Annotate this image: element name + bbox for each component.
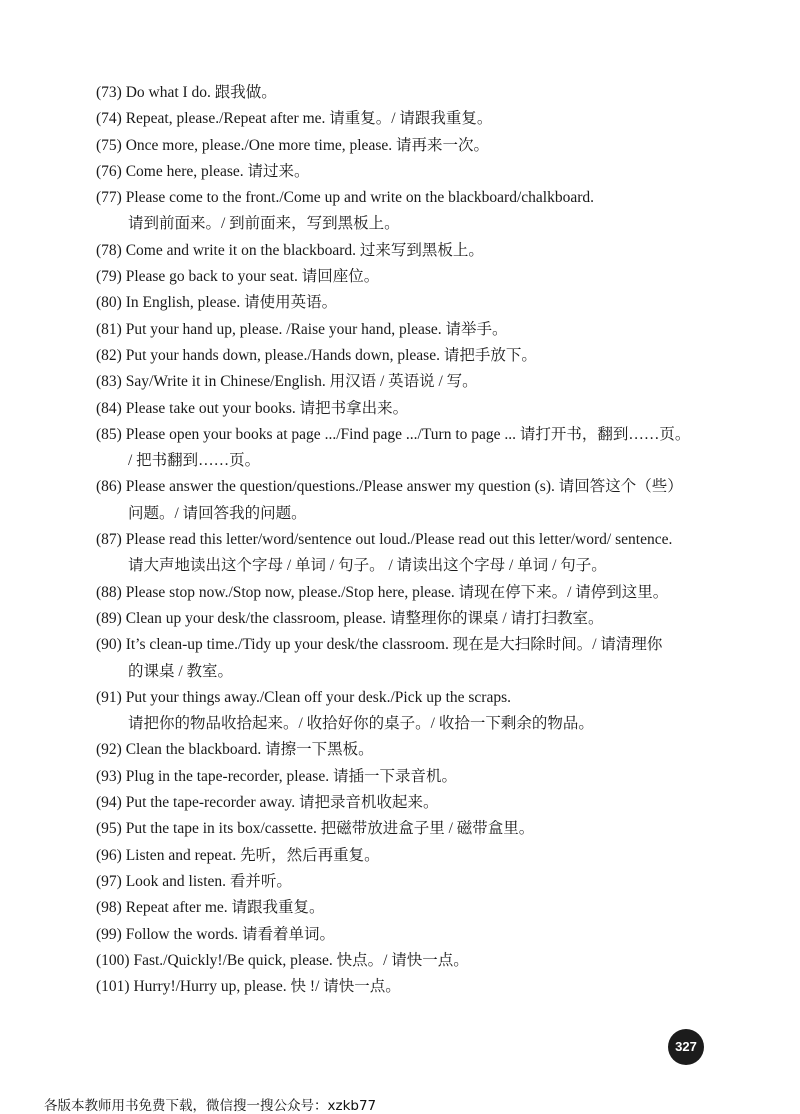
phrase-line: (78) Come and write it on the blackboard. 过来写到黑板上。 <box>96 241 484 259</box>
phrase-entry <box>96 106 756 132</box>
phrase-entry <box>96 974 756 1000</box>
phrase-entry <box>96 816 756 842</box>
phrase-entry <box>96 185 756 238</box>
phrase-entry <box>96 369 756 395</box>
phrase-line: (98) Repeat after me. 请跟我重复。 <box>96 899 325 917</box>
phrase-entry <box>96 264 756 290</box>
phrase-entry <box>96 133 756 159</box>
phrase-entry <box>96 764 756 790</box>
phrase-line: (100) Fast./Quickly!/Be quick, please. 快点。/ 请快一点。 <box>96 951 469 969</box>
phrase-entry <box>96 238 756 264</box>
phrase-entry <box>96 790 756 816</box>
phrase-line: (77) Please come to the front./Come up and write on the blackboard/chalkboard. <box>96 189 594 207</box>
phrase-continuation-line: 请到前面来。/ 到前面来，写到黑板上。 <box>128 215 400 233</box>
phrase-entry <box>96 159 756 185</box>
phrase-entry <box>96 685 756 738</box>
phrase-entry <box>96 317 756 343</box>
phrase-line: (86) Please answer the question/questions./Please answer my question (s). 请回答这个（些） <box>96 478 683 496</box>
phrase-continuation-line: 请把你的物品收拾起来。/ 收拾好你的桌子。/ 收拾一下剩余的物品。 <box>128 715 594 733</box>
phrase-line: (89) Clean up your desk/the classroom, please. 请整理你的课桌 / 请打扫教室。 <box>96 609 604 627</box>
phrase-line: (85) Please open your books at page .../Find page .../Turn to page ... 请打开书，翻到……页。 <box>96 425 691 443</box>
phrase-line: (88) Please stop now./Stop now, please./Stop here, please. 请现在停下来。/ 请停到这里。 <box>96 583 669 601</box>
footer-note: 各版本教师用书免费下载，微信搜一搜公众号：xzkb77 <box>44 1098 377 1114</box>
phrase-entry <box>96 737 756 763</box>
phrase-entry <box>96 580 756 606</box>
phrase-entry <box>96 843 756 869</box>
phrase-line: (96) Listen and repeat. 先听，然后再重复。 <box>96 846 380 864</box>
page-number-badge: 327 <box>668 1029 704 1065</box>
phrase-entry <box>96 948 756 974</box>
phrase-line: (83) Say/Write it in Chinese/English. 用汉语 / 英语说 / 写。 <box>96 373 478 391</box>
phrase-line: (75) Once more, please./One more time, please. 请再来一次。 <box>96 136 489 154</box>
phrase-entry <box>96 922 756 948</box>
phrase-line: (99) Follow the words. 请看着单词。 <box>96 925 335 943</box>
phrase-entry <box>96 396 756 422</box>
phrase-line: (76) Come here, please. 请过来。 <box>96 162 310 180</box>
phrase-line: (87) Please read this letter/word/sentence out loud./Please read out this letter/word/ sentence. <box>96 531 673 549</box>
phrase-entry <box>96 869 756 895</box>
phrase-entry <box>96 527 756 580</box>
phrase-continuation-line: 的课桌 / 教室。 <box>128 662 234 680</box>
phrase-line: (74) Repeat, please./Repeat after me. 请重复。/ 请跟我重复。 <box>96 110 493 128</box>
phrase-line: (93) Plug in the tape-recorder, please. 请插一下录音机。 <box>96 767 457 785</box>
phrase-line: (90) It’s clean-up time./Tidy up your desk/the classroom. 现在是大扫除时间。/ 请清理你 <box>96 636 663 654</box>
phrase-line: (84) Please take out your books. 请把书拿出来。 <box>96 399 409 417</box>
phrase-entry <box>96 632 756 685</box>
phrase-entry <box>96 422 756 475</box>
phrase-line: (92) Clean the blackboard. 请擦一下黑板。 <box>96 741 374 759</box>
phrase-line: (79) Please go back to your seat. 请回座位。 <box>96 268 380 286</box>
phrase-entry <box>96 80 756 106</box>
phrase-line: (101) Hurry!/Hurry up, please. 快 !/ 请快一点。 <box>96 978 401 996</box>
phrase-entry <box>96 895 756 921</box>
phrase-entry <box>96 606 756 632</box>
phrase-line: (80) In English, please. 请使用英语。 <box>96 294 338 312</box>
phrase-continuation-line: / 把书翻到……页。 <box>128 452 261 470</box>
phrase-continuation-line: 问题。/ 请回答我的问题。 <box>128 504 307 522</box>
phrase-line: (95) Put the tape in its box/cassette. 把磁带放进盒子里 / 磁带盒里。 <box>96 820 535 838</box>
phrase-line: (91) Put your things away./Clean off your desk./Pick up the scraps. <box>96 688 511 706</box>
phrase-line: (94) Put the tape-recorder away. 请把录音机收起来。 <box>96 794 439 812</box>
phrase-entry <box>96 343 756 369</box>
phrase-line: (97) Look and listen. 看并听。 <box>96 872 292 890</box>
phrase-entry <box>96 290 756 316</box>
phrase-line: (82) Put your hands down, please./Hands down, please. 请把手放下。 <box>96 346 537 364</box>
phrase-entry <box>96 474 756 527</box>
phrase-line: (73) Do what I do. 跟我做。 <box>96 84 277 101</box>
phrase-line: (81) Put your hand up, please. /Raise your hand, please. 请举手。 <box>96 320 508 338</box>
phrase-list <box>96 80 756 1000</box>
phrase-continuation-line: 请大声地读出这个字母 / 单词 / 句子。 / 请读出这个字母 / 单词 / 句子。 <box>128 557 607 575</box>
